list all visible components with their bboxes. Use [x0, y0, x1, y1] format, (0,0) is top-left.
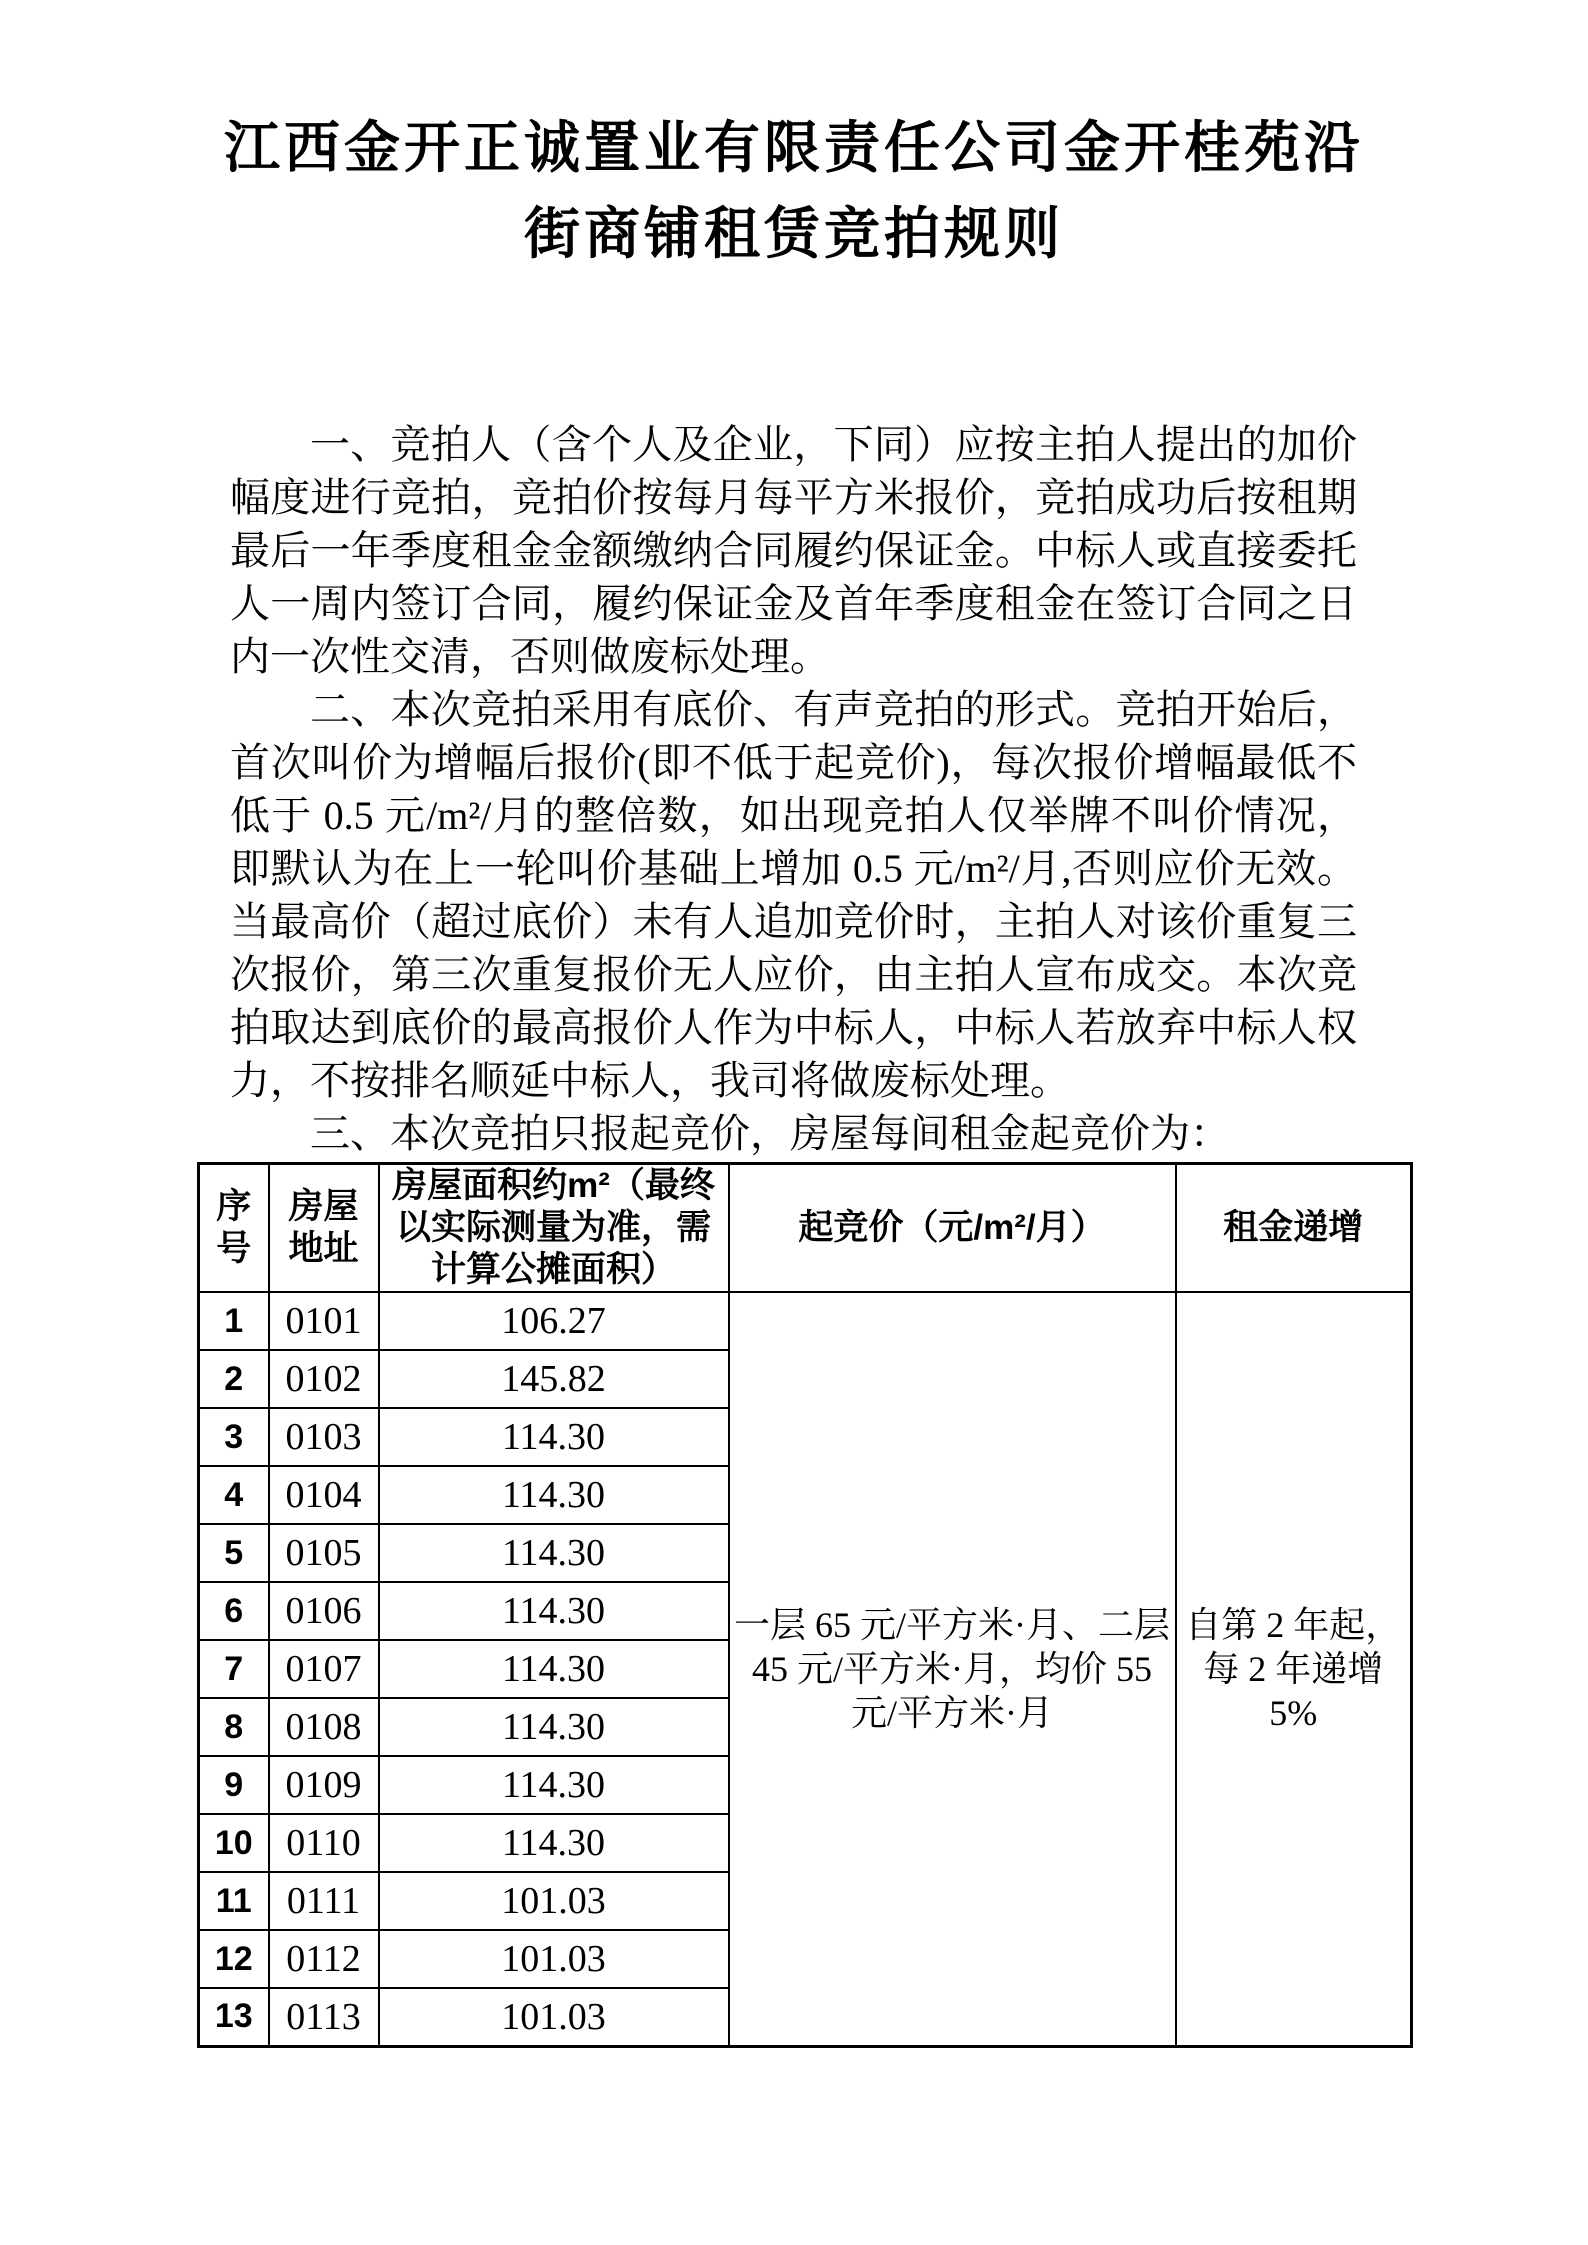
seq-cell: 10 [199, 1814, 269, 1872]
document-body [230, 418, 1357, 1160]
address-cell: 0107 [269, 1640, 379, 1698]
area-cell: 106.27 [379, 1292, 729, 1350]
address-cell: 0110 [269, 1814, 379, 1872]
area-cell: 114.30 [379, 1756, 729, 1814]
address-cell: 0101 [269, 1292, 379, 1350]
header-price: 起竞价（元/m²/月） [729, 1164, 1176, 1293]
address-cell: 0109 [269, 1756, 379, 1814]
seq-cell: 1 [199, 1292, 269, 1350]
seq-cell: 11 [199, 1872, 269, 1930]
area-cell: 114.30 [379, 1466, 729, 1524]
seq-cell: 2 [199, 1350, 269, 1408]
area-cell: 145.82 [379, 1350, 729, 1408]
area-cell: 101.03 [379, 1988, 729, 2046]
address-cell: 0112 [269, 1930, 379, 1988]
seq-cell: 7 [199, 1640, 269, 1698]
table-row [199, 1292, 1412, 1350]
header-address: 房屋地址 [269, 1164, 379, 1293]
address-cell: 0113 [269, 1988, 379, 2046]
address-cell: 0102 [269, 1350, 379, 1408]
area-cell: 114.30 [379, 1698, 729, 1756]
address-cell: 0105 [269, 1524, 379, 1582]
seq-cell: 12 [199, 1930, 269, 1988]
area-cell: 114.30 [379, 1814, 729, 1872]
paragraph-3: 三、本次竞拍只报起竞价，房屋每间租金起竞价为： [310, 1111, 1230, 1156]
seq-cell: 8 [199, 1698, 269, 1756]
seq-cell: 9 [199, 1756, 269, 1814]
area-cell: 114.30 [379, 1408, 729, 1466]
starting-price-cell: 一层 65 元/平方米·月、二层 45 元/平方米·月，均价 55 元/平方米·月 [729, 1292, 1176, 2046]
seq-cell: 5 [199, 1524, 269, 1582]
area-cell: 114.30 [379, 1640, 729, 1698]
title-line-1: 江西金开正诚置业有限责任公司金开桂苑沿 [224, 118, 1364, 180]
header-seq: 序号 [199, 1164, 269, 1293]
paragraph-1: 一、竞拍人（含个人及企业，下同）应按主拍人提出的加价幅度进行竞拍，竞拍价按每月每平方米报价，竞拍成功后按租期最后一年季度租金金额缴纳合同履约保证金。中标人或直接委托人一周内签订合同，履约保证金及首年季度租金在签订合同之日内一次性交清，否则做废标处理。 [230, 422, 1357, 679]
rent-increase-cell: 自第 2 年起，每 2 年递增 5% [1176, 1292, 1412, 2046]
area-cell: 101.03 [379, 1872, 729, 1930]
price-table [197, 1162, 1413, 2048]
header-increase: 租金递增 [1176, 1164, 1412, 1293]
seq-cell: 6 [199, 1582, 269, 1640]
paragraph-2: 二、本次竞拍采用有底价、有声竞拍的形式。竞拍开始后，首次叫价为增幅后报价(即不低于起竞价)，每次报价增幅最低不低于 0.5 元/m²/月的整倍数，如出现竞拍人仅举牌不叫价情况，即默认为在上一轮叫价基础上增加 0.5 元/m²/月,否则应价无效。当最高价（超过底价）未有人追加竞价时，主拍人对该价重复三次报价，第三次重复报价无人应价，由主拍人宣布成交。本次竞拍取达到底价的最高报价人作为中标人，中标人若放弃中标人权力，不按排名顺延中标人，我司将做废标处理。 [230, 687, 1357, 1103]
address-cell: 0103 [269, 1408, 379, 1466]
area-cell: 114.30 [379, 1582, 729, 1640]
table-header-row [199, 1164, 1412, 1293]
address-cell: 0108 [269, 1698, 379, 1756]
address-cell: 0106 [269, 1582, 379, 1640]
seq-cell: 4 [199, 1466, 269, 1524]
document-title [80, 106, 1508, 278]
area-cell: 114.30 [379, 1524, 729, 1582]
seq-cell: 3 [199, 1408, 269, 1466]
address-cell: 0104 [269, 1466, 379, 1524]
header-area: 房屋面积约m²（最终以实际测量为准，需计算公摊面积） [379, 1164, 729, 1293]
seq-cell: 13 [199, 1988, 269, 2046]
address-cell: 0111 [269, 1872, 379, 1930]
title-line-2: 街商铺租赁竞拍规则 [524, 204, 1064, 266]
area-cell: 101.03 [379, 1930, 729, 1988]
